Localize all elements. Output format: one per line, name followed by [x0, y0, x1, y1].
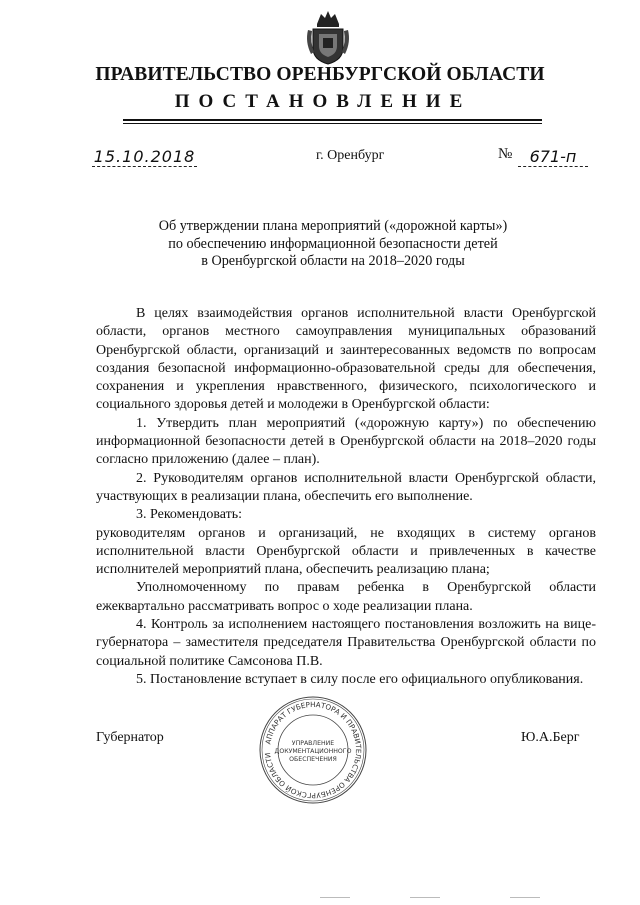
number-sign: №: [498, 146, 513, 162]
signer-role: Губернатор: [96, 730, 164, 745]
body-paragraph: руководителям органов и организаций, не входящих в систему органов исполнительной власти Оренбургской области и привлеченных в качестве исполнителей мероприятий плана, обеспечить реализацию плана;: [96, 525, 596, 578]
subject-line: Об утверждении плана мероприятий («дорожной карты»): [158, 218, 508, 234]
stamp-center-line: УПРАВЛЕНИЕ: [291, 740, 335, 747]
body-paragraph: 5. Постановление вступает в силу после его официального опубликования.: [136, 671, 584, 687]
body-paragraph: В целях взаимодействия органов исполнительной власти Оренбургской области, органов местного самоуправления муниципальных образований Оренбургской области, организаций и заинтересованных ведомств по вопросам создания безопасной информационно-образовательной среды для обеспечения, сохранения и укрепления нравственного, физического, психологического и социального здоровья детей и молодежи в Оренбургской области:: [96, 306, 596, 413]
subject-line: в Оренбургской области на 2018–2020 годы: [201, 253, 465, 269]
body-paragraph: 1. Утвердить план мероприятий («дорожную карту») по обеспечению информационной безопасности детей в Оренбургской области на 2018–2020 годы согласно приложению (далее – план).: [96, 415, 596, 468]
document-subject: [120, 218, 546, 271]
stamp-center-line: ДОКУМЕНТАЦИОННОГО: [274, 748, 352, 755]
body-paragraph: 4. Контроль за исполнением настоящего постановления возложить на вице-губернатора – заместителя председателя Правительства Оренбургской области по социальной политике Самсонова П.В.: [96, 617, 596, 669]
coat-of-arms-icon: [303, 8, 353, 66]
subject-line: по обеспечению информационной безопасности детей: [168, 235, 498, 252]
document-date: 15.10.2018: [93, 147, 196, 166]
signer-name: Ю.А.Берг: [521, 730, 580, 745]
government-title: ПРАВИТЕЛЬСТВО ОРЕНБУРГСКОЙ ОБЛАСТИ: [95, 64, 545, 85]
document-type: ПОСТАНОВЛЕНИЕ: [174, 91, 472, 112]
official-stamp: [258, 695, 368, 805]
body-paragraph: 2. Руководителям органов исполнительной власти Оренбургской области, участвующих в реализации плана, обеспечить его выполнение.: [96, 470, 596, 504]
stamp-center-line: ОБЕСПЕЧЕНИЯ: [289, 756, 337, 763]
scan-marks: [320, 896, 560, 899]
header-rule-thick: [123, 119, 542, 121]
body-paragraph: 3. Рекомендовать:: [136, 507, 242, 523]
header-rule-thin: [123, 123, 542, 124]
body-paragraph: Уполномоченному по правам ребенка в Оренбургской области ежеквартально рассматривать вопрос о ходе реализации плана.: [96, 580, 596, 614]
document-number: 671-п: [518, 147, 588, 167]
document-city: г. Оренбург: [316, 148, 385, 163]
document-body: [96, 305, 596, 689]
stamp-ring-text: АППАРАТ ГУБЕРНАТОРА И ПРАВИТЕЛЬСТВА ОРЕНБУРГСКОЙ ОБЛАСТИ: [263, 699, 364, 801]
